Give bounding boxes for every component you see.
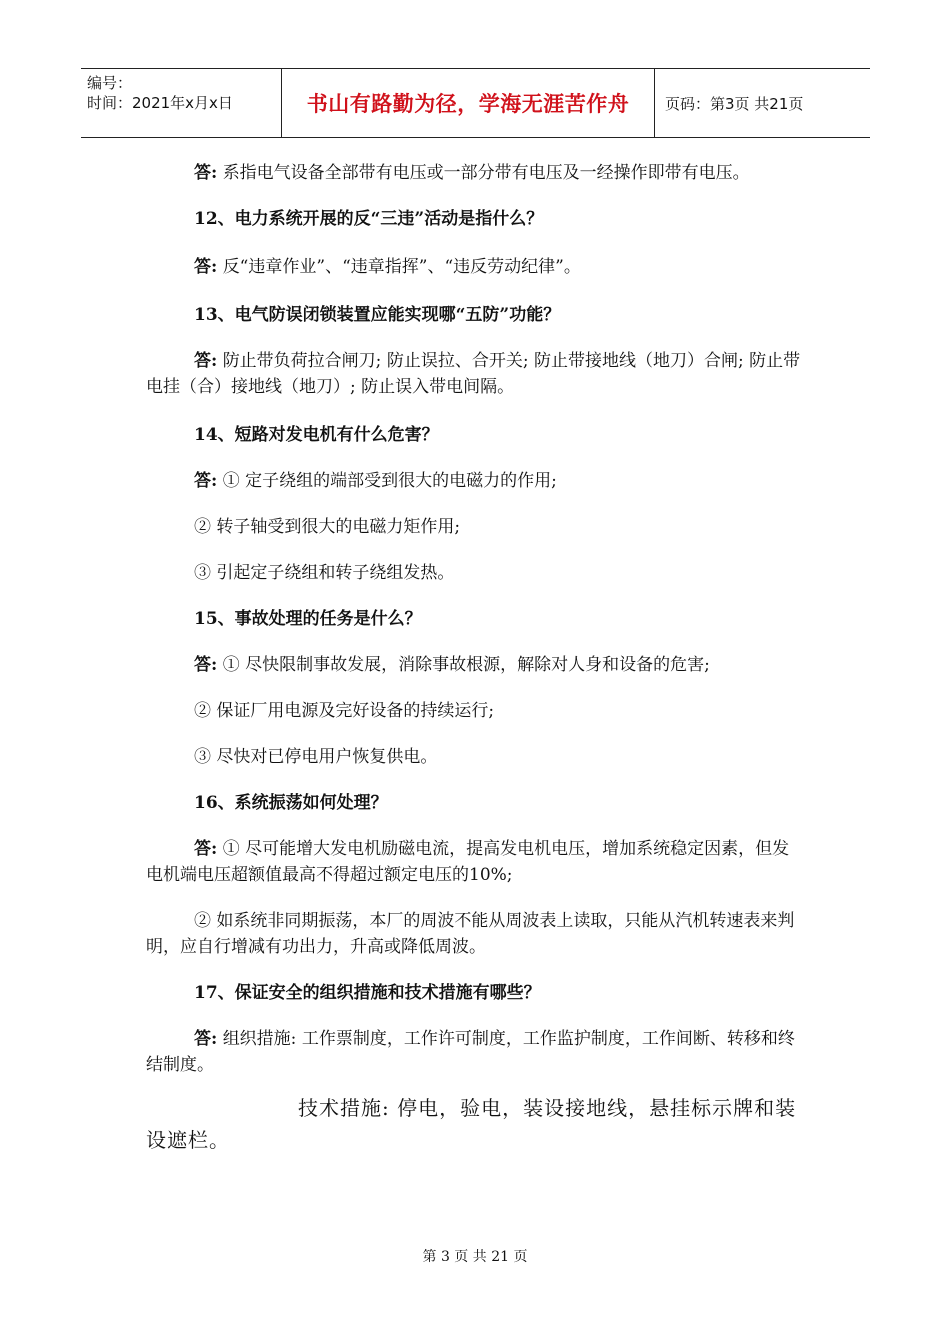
answer-label: 答: bbox=[194, 351, 218, 371]
question-16: 16、系统振荡如何处理？ bbox=[194, 793, 388, 813]
question-13: 13、电气防误闭锁装置应能实现哪“五防”功能？ bbox=[194, 305, 561, 325]
answer-14-item-3: ③ 引起定子绕组和转子绕组发热。 bbox=[194, 563, 455, 583]
answer-text: 反“违章作业”、“违章指挥”、“违反劳动纪律”。 bbox=[222, 257, 581, 277]
answer-15-item-3: ③ 尽快对已停电用户恢复供电。 bbox=[194, 747, 438, 767]
answer-text: ① 尽快限制事故发展，消除事故根源，解除对人身和设备的危害; bbox=[222, 655, 710, 675]
header-page-info: 页码：第3页 共21页 bbox=[665, 94, 804, 113]
answer-14 bbox=[146, 468, 806, 494]
question-14: 14、短路对发电机有什么危害？ bbox=[194, 425, 439, 445]
answer-label: 答: bbox=[194, 1029, 218, 1049]
question-15: 15、事故处理的任务是什么？ bbox=[194, 609, 422, 629]
answer-text: 系指电气设备全部带有电压或一部分带有电压及一经操作即带有电压。 bbox=[222, 163, 750, 183]
answer-16 bbox=[146, 836, 806, 888]
answer-label: 答: bbox=[194, 163, 218, 183]
answer-label: 答: bbox=[194, 839, 218, 859]
page-header bbox=[81, 68, 870, 138]
header-motto: 书山有路勤为径，学海无涯苦作舟 bbox=[281, 69, 655, 137]
document-body bbox=[146, 150, 806, 1156]
answer-15-item-2: ② 保证厂用电源及完好设备的持续运行; bbox=[194, 701, 495, 721]
answer-text: 组织措施: 工作票制度，工作许可制度，工作监护制度，工作间断、转移和终结制度。 bbox=[146, 1029, 795, 1075]
answer-text: ① 定子绕组的端部受到很大的电磁力的作用; bbox=[222, 471, 557, 491]
answer-14-item-2: ② 转子轴受到很大的电磁力矩作用; bbox=[194, 517, 461, 537]
answer-label: 答: bbox=[194, 471, 218, 491]
document-date: 时间：2021年x月x日 bbox=[87, 94, 233, 112]
answer-label: 答: bbox=[194, 655, 218, 675]
page-footer: 第 3 页 共 21 页 bbox=[422, 1249, 528, 1265]
answer-text: 防止带负荷拉合闸刀; 防止误拉、合开关; 防止带接地线（地刀）合闸; 防止带电挂（合）接地线（地刀）; 防止误入带电间隔。 bbox=[146, 351, 801, 397]
answer-15 bbox=[146, 652, 806, 678]
answer-label: 答: bbox=[194, 257, 218, 277]
answer-17-technical: 技术措施: 停电，验电，装设接地线，悬挂标示牌和装设遮栏。 bbox=[146, 1096, 797, 1152]
answer-16-item-2: ② 如系统非同期振荡，本厂的周波不能从周波表上读取，只能从汽机转速表来判明，应自行增减有功出力，升高或降低周波。 bbox=[146, 911, 795, 957]
question-17: 17、保证安全的组织措施和技术措施有哪些？ bbox=[194, 983, 541, 1003]
question-12: 12、电力系统开展的反“三违”活动是指什么？ bbox=[194, 209, 544, 229]
header-meta bbox=[81, 69, 281, 137]
answer-text: ① 尽可能增大发电机励磁电流，提高发电机电压，增加系统稳定因素，但发电机端电压超额值最高不得超过额定电压的10%; bbox=[146, 839, 790, 885]
answer-12 bbox=[146, 254, 806, 280]
answer-17 bbox=[146, 1026, 806, 1078]
answer-13 bbox=[146, 348, 806, 400]
answer-11 bbox=[146, 160, 806, 186]
document-number-label: 编号： bbox=[87, 74, 133, 92]
